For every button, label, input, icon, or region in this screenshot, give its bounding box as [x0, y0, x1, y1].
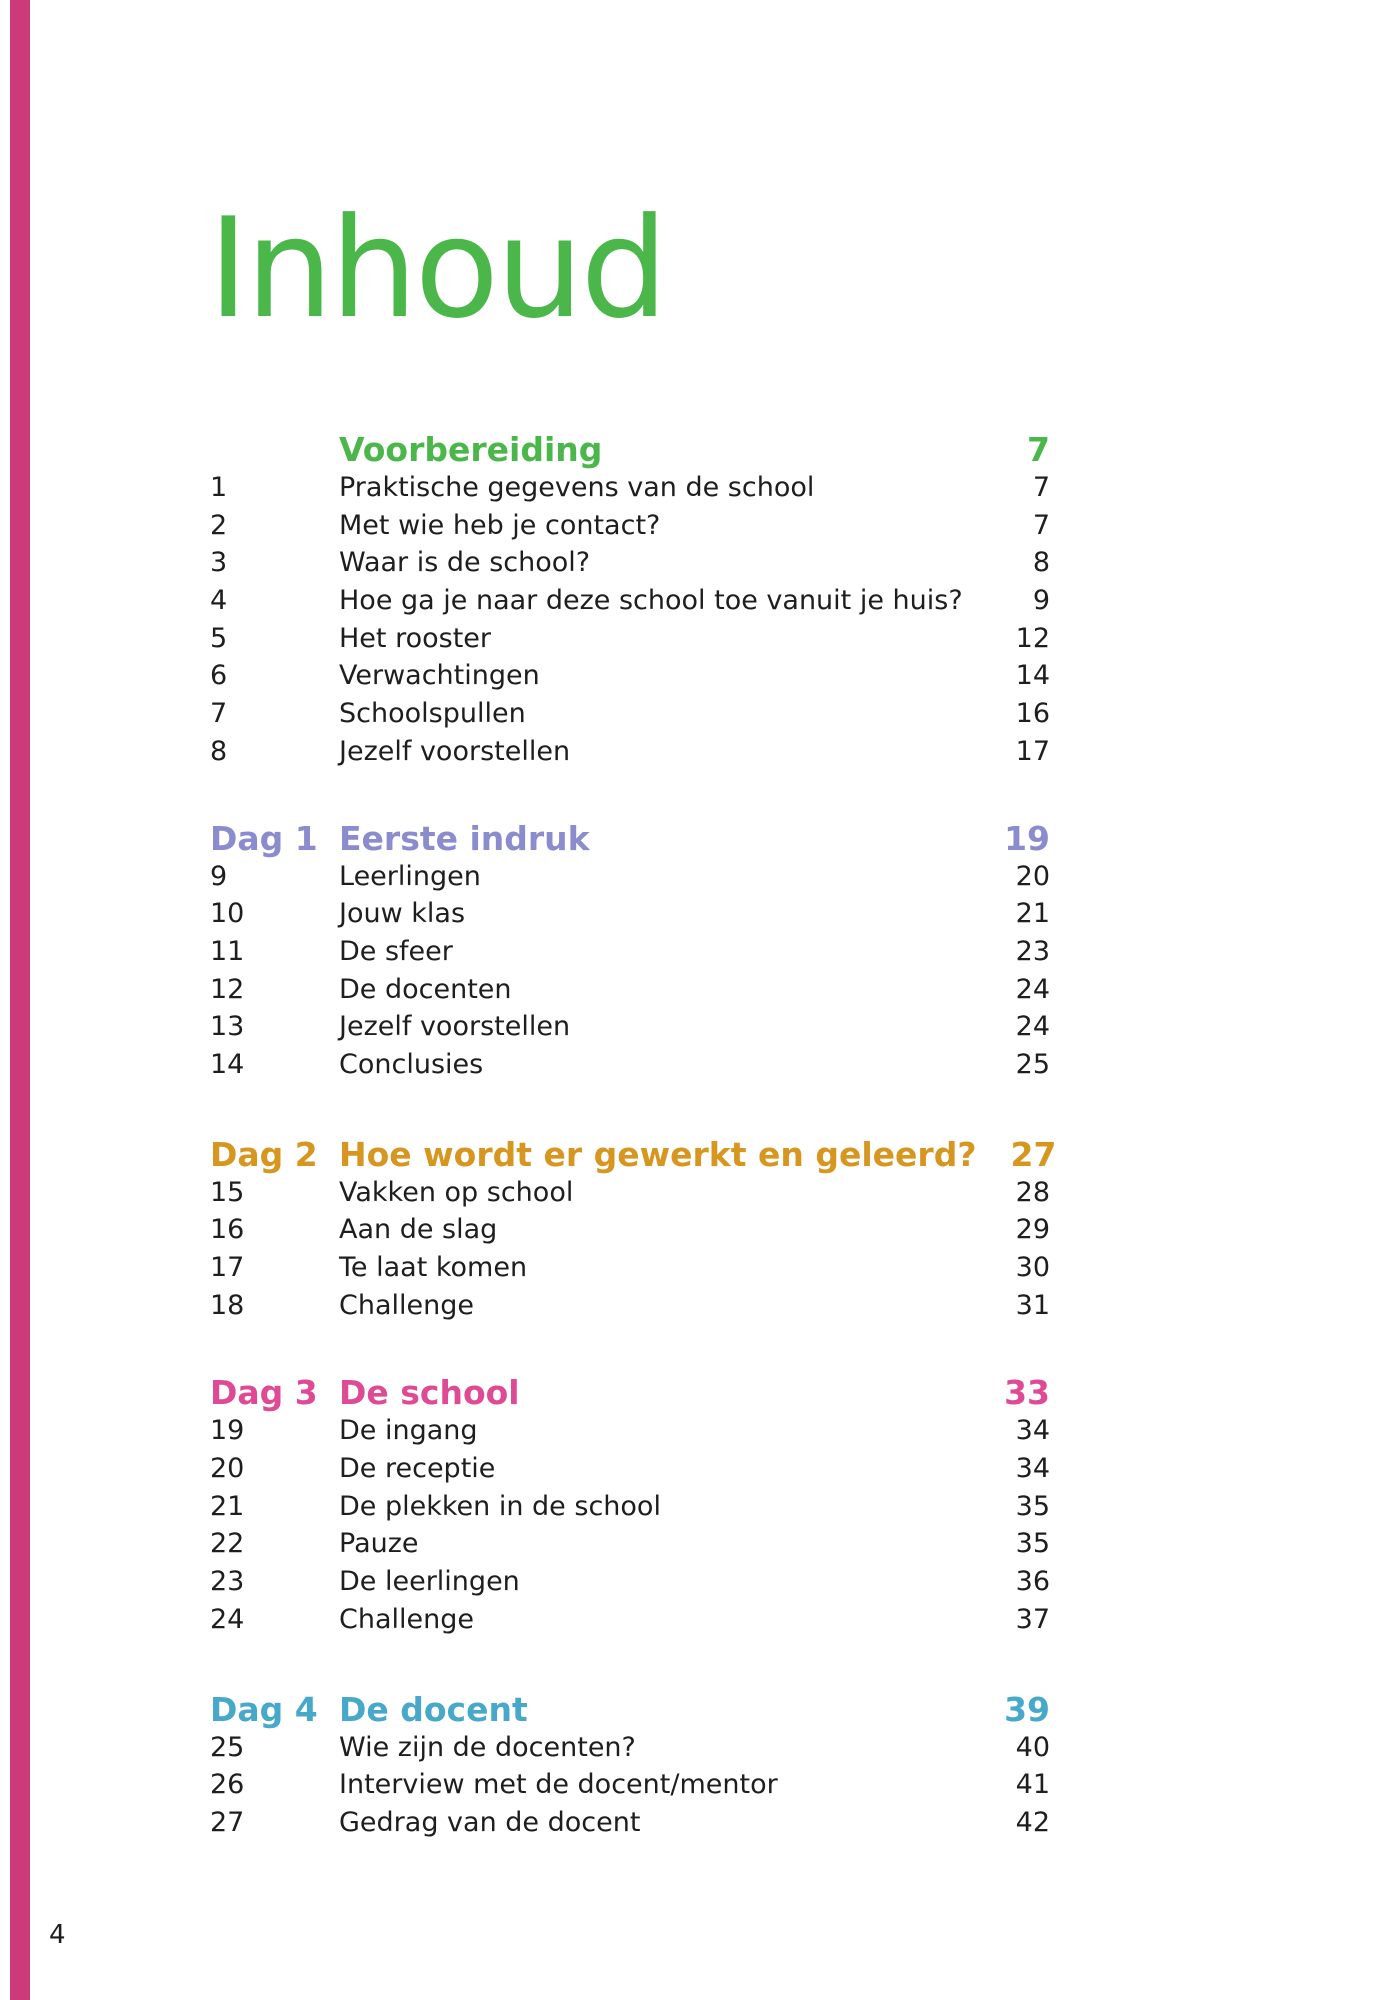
section-heading-title: Voorbereiding — [339, 430, 603, 469]
entry-title: Interview met de docent/mentor — [339, 1769, 778, 1801]
entry-page-number: 29 — [1015, 1214, 1050, 1246]
toc-entry[interactable] — [210, 1807, 1050, 1845]
section-page-number: 27 — [1010, 1134, 1057, 1174]
entry-title: Pauze — [339, 1528, 419, 1560]
toc-entry[interactable] — [210, 1049, 1050, 1087]
entry-page-number: 24 — [1015, 973, 1050, 1005]
toc-entry[interactable] — [210, 585, 1050, 623]
toc-entry[interactable] — [210, 472, 1050, 510]
section-day-label: Dag 4 — [210, 1689, 318, 1729]
entry-title: Aan de slag — [339, 1214, 498, 1246]
toc-section — [210, 1373, 1050, 1641]
entry-number: 27 — [210, 1806, 245, 1838]
entry-title: De plekken in de school — [339, 1490, 661, 1522]
entry-title: Leerlingen — [339, 860, 481, 892]
section-page-number: 39 — [1004, 1689, 1050, 1729]
section-page-number: 19 — [1004, 818, 1050, 858]
entry-number: 12 — [210, 973, 245, 1005]
entry-page-number: 20 — [1015, 860, 1050, 892]
section-heading-title: Hoe wordt er gewerkt en geleerd? — [339, 1134, 977, 1174]
entry-page-number: 35 — [1015, 1490, 1050, 1522]
toc-entry[interactable] — [210, 1252, 1050, 1290]
entry-title: Challenge — [339, 1289, 474, 1321]
entry-number: 1 — [210, 472, 228, 503]
section-day-label: Dag 3 — [210, 1373, 318, 1413]
entry-page-number: 31 — [1015, 1289, 1050, 1321]
entry-title: Vakken op school — [339, 1176, 574, 1208]
entry-number: 22 — [210, 1528, 245, 1560]
toc-section-heading[interactable] — [210, 819, 1050, 861]
entry-number: 18 — [210, 1289, 245, 1321]
entry-title: Met wie heb je contact? — [339, 509, 661, 541]
toc-entry[interactable] — [210, 1566, 1050, 1604]
toc-entry[interactable] — [210, 1290, 1050, 1328]
table-of-contents — [210, 430, 1057, 1890]
entry-title: De docenten — [339, 973, 512, 1005]
entry-title: Het rooster — [339, 622, 491, 654]
toc-entry[interactable] — [210, 736, 1050, 774]
entry-number: 4 — [210, 585, 228, 617]
toc-entry[interactable] — [210, 1214, 1050, 1252]
toc-section — [210, 430, 1050, 774]
entry-page-number: 35 — [1015, 1528, 1050, 1560]
entry-number: 20 — [210, 1453, 245, 1485]
entry-title: Gedrag van de docent — [339, 1806, 641, 1838]
entry-page-number: 9 — [1032, 585, 1050, 617]
entry-number: 7 — [210, 698, 228, 730]
entry-title: Jouw klas — [339, 898, 466, 930]
toc-section — [210, 1690, 1050, 1845]
entry-page-number: 7 — [1032, 509, 1050, 541]
toc-section-heading[interactable] — [210, 1134, 1057, 1177]
entry-title: Te laat komen — [339, 1252, 528, 1283]
toc-section-heading[interactable] — [210, 1373, 1050, 1415]
entry-number: 8 — [210, 735, 228, 767]
entry-page-number: 24 — [1015, 1011, 1050, 1043]
entry-number: 24 — [210, 1603, 245, 1635]
toc-entry[interactable] — [210, 1769, 1050, 1807]
toc-entry[interactable] — [210, 1732, 1050, 1770]
section-heading-title: De school — [339, 1373, 520, 1413]
entry-title: Schoolspullen — [339, 698, 526, 730]
page-edge-bar — [10, 0, 30, 2000]
toc-entry[interactable] — [210, 974, 1050, 1012]
entry-title: De ingang — [339, 1415, 478, 1447]
entry-number: 25 — [210, 1731, 245, 1763]
entry-title: De receptie — [339, 1453, 496, 1485]
entry-title: Verwachtingen — [339, 660, 540, 692]
entry-number: 19 — [210, 1415, 245, 1447]
entry-page-number: 34 — [1015, 1453, 1050, 1485]
section-heading-title: De docent — [339, 1689, 528, 1729]
entry-page-number: 28 — [1015, 1176, 1050, 1208]
toc-section — [210, 819, 1050, 1087]
toc-section — [210, 1134, 1057, 1328]
entry-page-number: 12 — [1015, 622, 1050, 654]
entry-number: 13 — [210, 1011, 245, 1043]
entry-page-number: 36 — [1015, 1566, 1050, 1598]
entry-number: 9 — [210, 860, 228, 892]
section-day-label: Dag 2 — [210, 1134, 318, 1174]
entry-page-number: 42 — [1015, 1806, 1050, 1838]
toc-entry[interactable] — [210, 1415, 1050, 1453]
entry-number: 16 — [210, 1214, 245, 1246]
entry-title: Praktische gegevens van de school — [339, 472, 815, 503]
entry-page-number: 17 — [1015, 735, 1050, 767]
section-heading-title: Eerste indruk — [339, 818, 590, 858]
entry-page-number: 34 — [1015, 1415, 1050, 1447]
entry-number: 14 — [210, 1048, 245, 1080]
entry-number: 10 — [210, 898, 245, 930]
toc-entry[interactable] — [210, 898, 1050, 936]
entry-title: Conclusies — [339, 1048, 484, 1080]
entry-page-number: 14 — [1015, 660, 1050, 692]
toc-entry[interactable] — [210, 660, 1050, 698]
entry-page-number: 30 — [1015, 1252, 1050, 1283]
toc-section-heading[interactable] — [210, 430, 1050, 472]
entry-number: 17 — [210, 1252, 245, 1283]
entry-title: Jezelf voorstellen — [339, 735, 571, 767]
entry-page-number: 37 — [1015, 1603, 1050, 1635]
entry-number: 21 — [210, 1490, 245, 1522]
section-day-label: Dag 1 — [210, 818, 318, 858]
section-page-number: 33 — [1004, 1373, 1050, 1413]
entry-title: Wie zijn de docenten? — [339, 1731, 636, 1763]
entry-page-number: 23 — [1015, 935, 1050, 967]
toc-section-heading[interactable] — [210, 1690, 1050, 1732]
toc-entry[interactable] — [210, 623, 1050, 661]
entry-number: 6 — [210, 660, 228, 692]
page-title: Inhoud — [208, 188, 666, 349]
toc-entry[interactable] — [210, 510, 1050, 548]
entry-page-number: 41 — [1015, 1769, 1050, 1801]
entry-title: Hoe ga je naar deze school toe vanuit je huis? — [339, 585, 963, 617]
entry-page-number: 40 — [1015, 1731, 1050, 1763]
entry-title: Jezelf voorstellen — [339, 1011, 571, 1043]
entry-number: 5 — [210, 622, 228, 654]
toc-entry[interactable] — [210, 1011, 1050, 1049]
entry-page-number: 25 — [1015, 1048, 1050, 1080]
entry-page-number: 16 — [1015, 698, 1050, 730]
entry-page-number: 8 — [1032, 547, 1050, 579]
toc-entry[interactable] — [210, 1491, 1050, 1529]
toc-entry[interactable] — [210, 547, 1050, 585]
toc-entry[interactable] — [210, 861, 1050, 899]
entry-page-number: 7 — [1032, 472, 1050, 503]
entry-title: De sfeer — [339, 935, 453, 967]
entry-number: 2 — [210, 509, 228, 541]
section-page-number: 7 — [1027, 430, 1050, 469]
toc-entry[interactable] — [210, 1528, 1050, 1566]
entry-page-number: 21 — [1015, 898, 1050, 930]
entry-number: 26 — [210, 1769, 245, 1801]
toc-entry[interactable] — [210, 1604, 1050, 1642]
toc-entry[interactable] — [210, 1177, 1050, 1215]
page-number: 4 — [49, 1920, 66, 1950]
toc-entry[interactable] — [210, 1453, 1050, 1491]
entry-number: 3 — [210, 547, 228, 579]
entry-title: Waar is de school? — [339, 547, 591, 579]
entry-number: 23 — [210, 1566, 245, 1598]
entry-title: De leerlingen — [339, 1566, 520, 1598]
entry-title: Challenge — [339, 1603, 474, 1635]
toc-entry[interactable] — [210, 936, 1050, 974]
toc-entry[interactable] — [210, 698, 1050, 736]
entry-number: 15 — [210, 1176, 245, 1208]
entry-number: 11 — [210, 935, 245, 967]
